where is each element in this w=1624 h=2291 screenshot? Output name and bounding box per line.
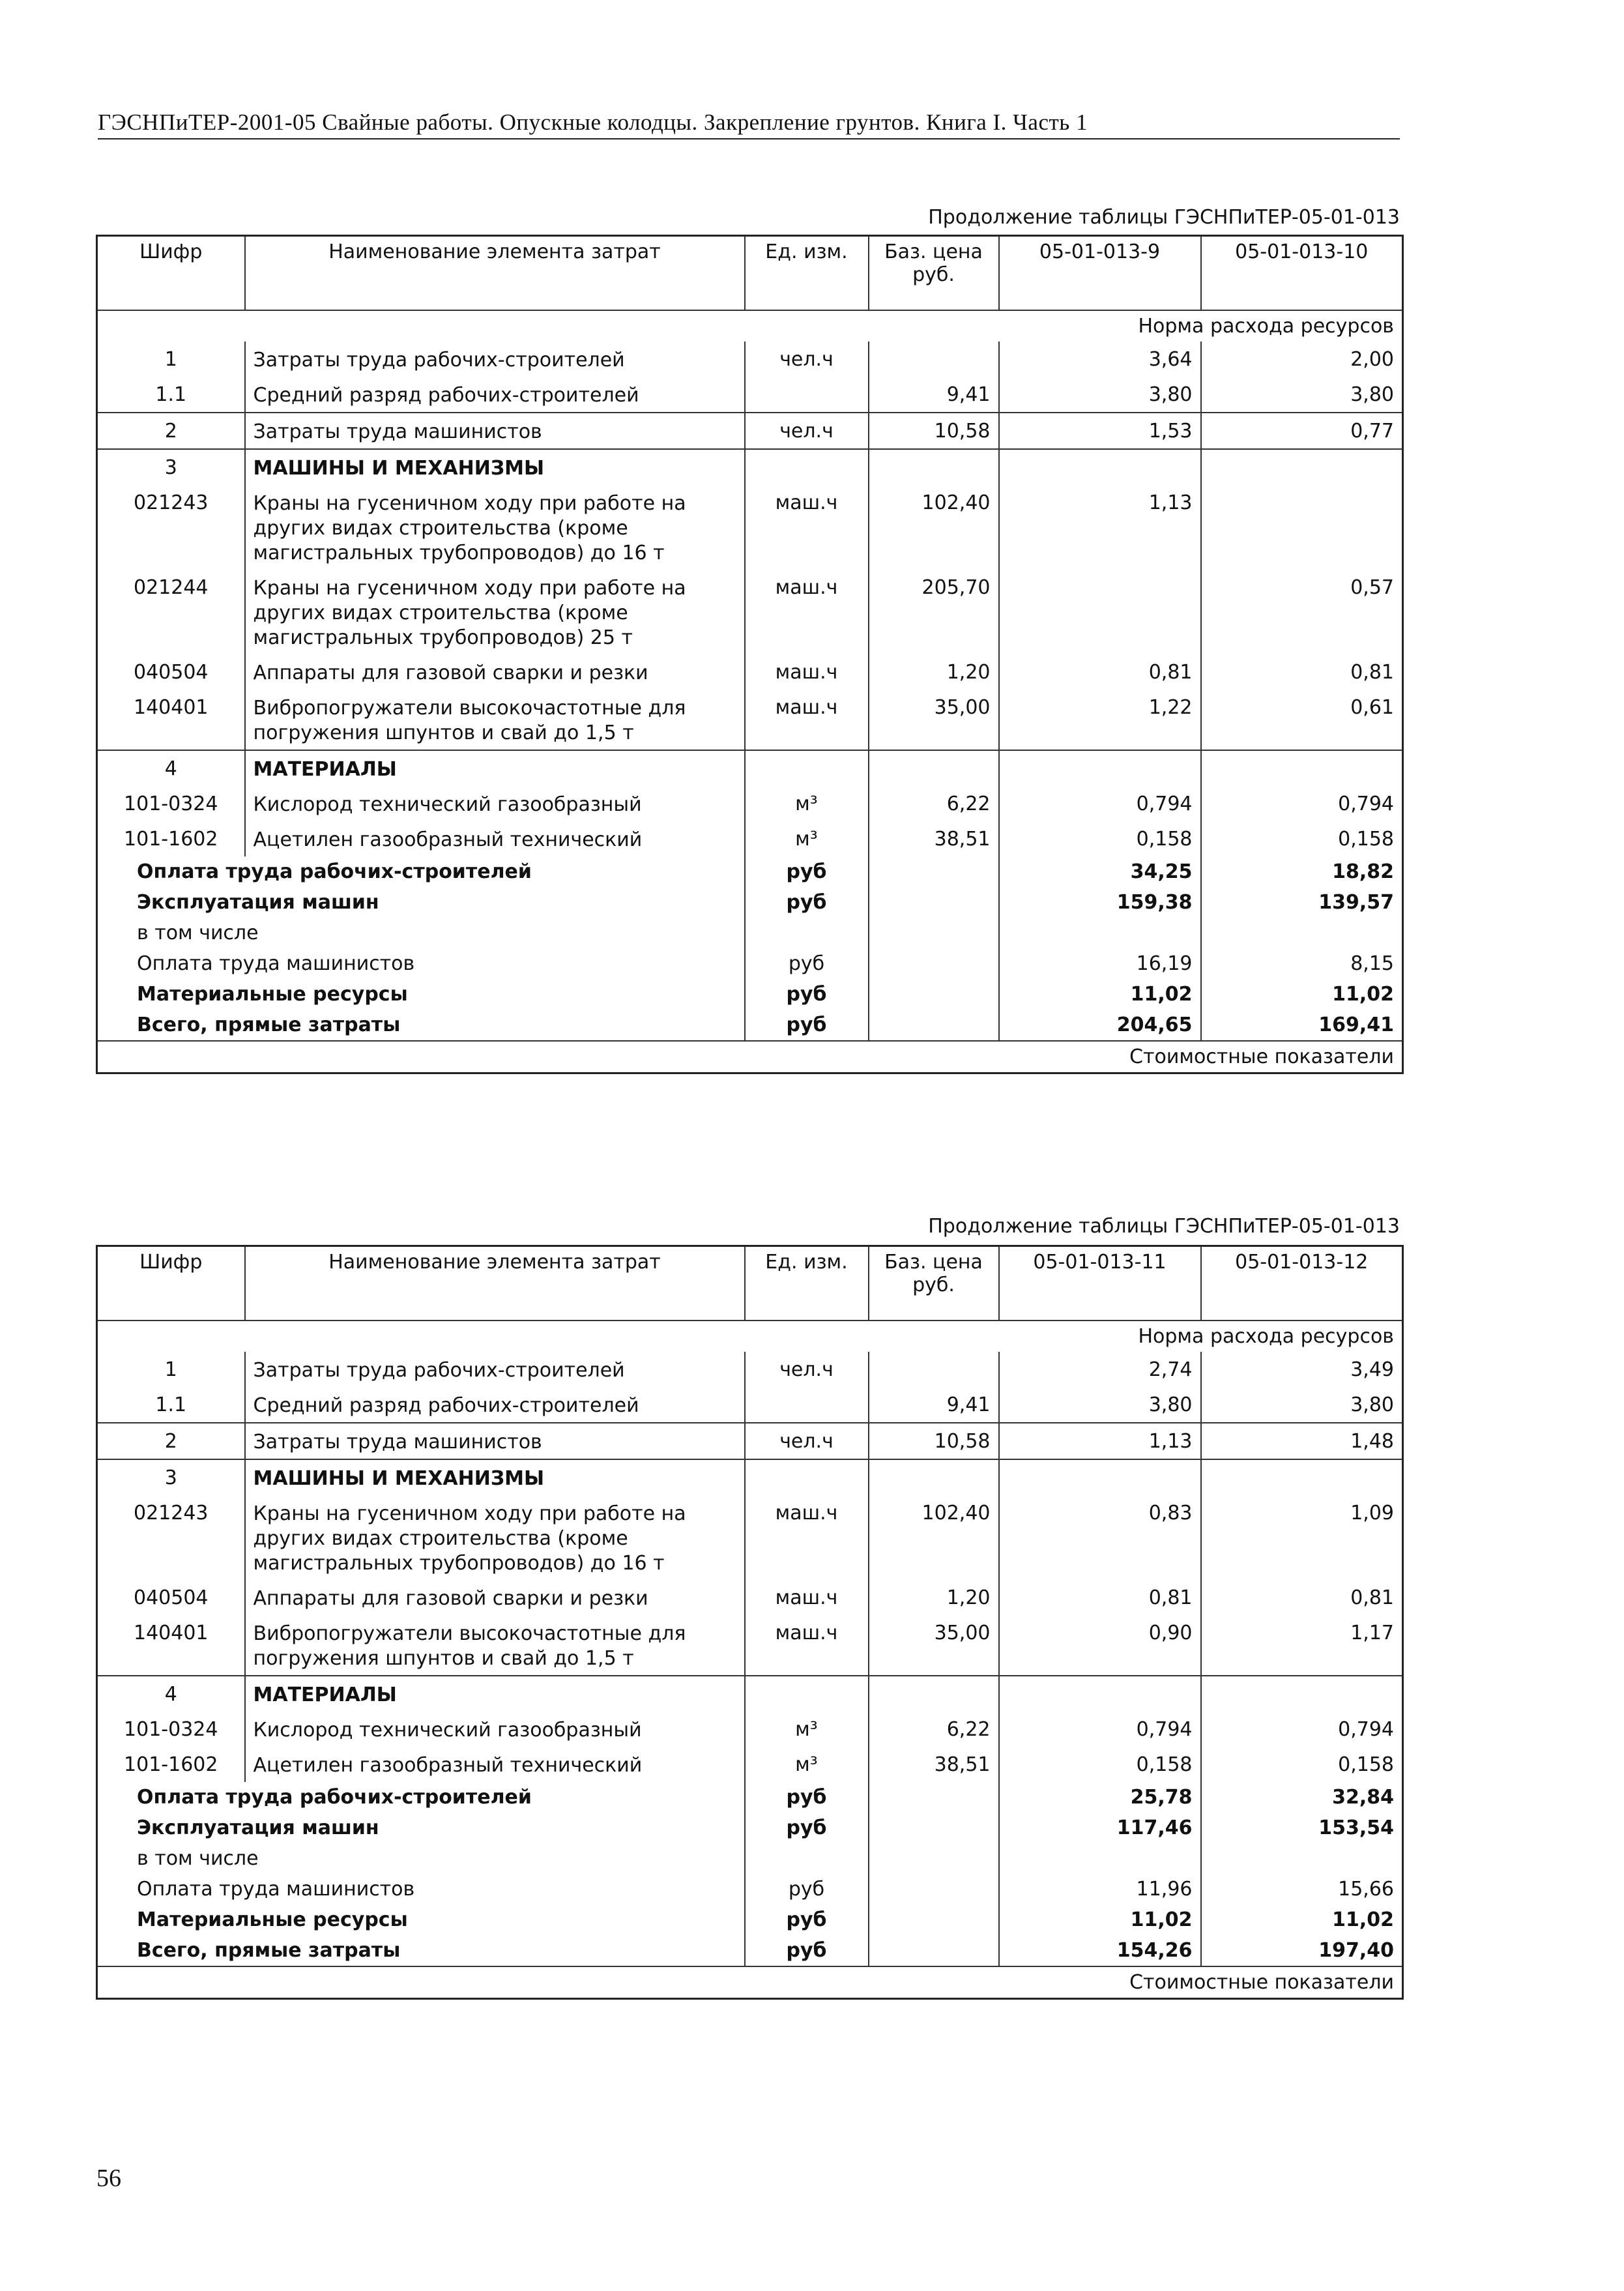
- cost-value-a: 11,02: [999, 979, 1201, 1010]
- row-unit: маш.ч: [745, 1495, 869, 1580]
- cost-unit: руб: [745, 1904, 869, 1935]
- table-row: [97, 786, 1403, 821]
- cost-price-empty: [869, 1874, 999, 1904]
- row-name: Аппараты для газовой сварки и резки: [245, 1580, 745, 1615]
- row-name: Затраты труда рабочих-строителей: [245, 342, 745, 377]
- row-value-a: 1,22: [999, 690, 1201, 750]
- cost-row: [97, 1010, 1403, 1041]
- header-price: Баз. цена руб.: [869, 1246, 999, 1321]
- row-unit: маш.ч: [745, 570, 869, 654]
- cost-price-empty: [869, 1843, 999, 1874]
- cost-value-b: 18,82: [1201, 856, 1403, 887]
- row-price: 9,41: [869, 1387, 999, 1423]
- row-name: Краны на гусеничном ходу при работе на других видах строительства (кроме магистральных трубопроводов) 25 т: [245, 570, 745, 654]
- row-value-a: [999, 1676, 1201, 1712]
- row-name: Вибропогружатели высокочастотные для погружения шпунтов и свай до 1,5 т: [245, 1615, 745, 1676]
- row-value-a: 1,13: [999, 1423, 1201, 1459]
- row-price: [869, 1459, 999, 1495]
- cost-label: в том числе: [137, 1847, 259, 1870]
- header-name: Наименование элемента затрат: [245, 1246, 745, 1321]
- cost-value-b: 15,66: [1201, 1874, 1403, 1904]
- row-name: Краны на гусеничном ходу при работе на других видах строительства (кроме магистральных трубопроводов) до 16 т: [245, 1495, 745, 1580]
- table-row: [97, 690, 1403, 750]
- row-price: [869, 1352, 999, 1387]
- table-header-row: [97, 1246, 1403, 1321]
- row-value-a: 0,158: [999, 1747, 1201, 1782]
- section-cost-title: Стоимостные показатели: [97, 1966, 1403, 1999]
- row-value-b: [1201, 1676, 1403, 1712]
- table-row: [97, 654, 1403, 690]
- row-name: Кислород технический газообразный: [245, 786, 745, 821]
- row-value-a: 0,90: [999, 1615, 1201, 1676]
- row-price: 9,41: [869, 377, 999, 413]
- cost-unit: [745, 1843, 869, 1874]
- row-price: 10,58: [869, 413, 999, 449]
- header-unit: Ед. изм.: [745, 236, 869, 311]
- row-price: 10,58: [869, 1423, 999, 1459]
- header-col-b: 05-01-013-12: [1201, 1246, 1403, 1321]
- header-price: Баз. цена руб.: [869, 236, 999, 311]
- row-code: 101-0324: [124, 1718, 218, 1741]
- cost-value-a: 34,25: [999, 856, 1201, 887]
- table-row: [97, 1459, 1403, 1495]
- row-code: 101-1602: [124, 828, 218, 851]
- cost-unit: руб: [745, 948, 869, 979]
- row-name: МАШИНЫ И МЕХАНИЗМЫ: [245, 449, 745, 485]
- table-row: [97, 1676, 1403, 1712]
- cost-unit: руб: [745, 856, 869, 887]
- row-code: 101-1602: [124, 1753, 218, 1776]
- row-unit: маш.ч: [745, 654, 869, 690]
- cost-label: Эксплуатация машин: [137, 891, 379, 914]
- row-name: МАТЕРИАЛЫ: [245, 1676, 745, 1712]
- table-row: [97, 1495, 1403, 1580]
- row-value-a: 0,81: [999, 654, 1201, 690]
- row-value-a: [999, 449, 1201, 485]
- row-price: [869, 1676, 999, 1712]
- row-code: 140401: [133, 696, 209, 719]
- row-code: 3: [97, 1459, 245, 1495]
- table-row: [97, 449, 1403, 485]
- cost-label: Оплата труда рабочих-строителей: [137, 860, 532, 883]
- row-unit: чел.ч: [745, 1352, 869, 1387]
- cost-value-b: 8,15: [1201, 948, 1403, 979]
- row-value-b: 0,77: [1201, 413, 1403, 449]
- cost-value-a: 154,26: [999, 1935, 1201, 1966]
- cost-price-empty: [869, 918, 999, 948]
- row-name: Аппараты для газовой сварки и резки: [245, 654, 745, 690]
- table-row: [97, 1747, 1403, 1782]
- row-name: Ацетилен газообразный технический: [245, 821, 745, 856]
- row-name: Затраты труда рабочих-строителей: [245, 1352, 745, 1387]
- table-row: [97, 1615, 1403, 1676]
- cost-row: [97, 1782, 1403, 1813]
- cost-unit: [745, 918, 869, 948]
- cost-unit: руб: [745, 1874, 869, 1904]
- table-row: [97, 413, 1403, 449]
- row-code: 2: [97, 1423, 245, 1459]
- row-price: 38,51: [869, 1747, 999, 1782]
- row-code: 140401: [133, 1622, 209, 1644]
- row-unit: [745, 1459, 869, 1495]
- row-value-b: 0,57: [1201, 570, 1403, 654]
- row-unit: [745, 1676, 869, 1712]
- norm-rows: [97, 1782, 1403, 1966]
- row-value-b: 0,158: [1201, 821, 1403, 856]
- cost-label: Оплата труда машинистов: [137, 952, 415, 975]
- table-row: [97, 342, 1403, 377]
- row-price: 102,40: [869, 1495, 999, 1580]
- header-code: Шифр: [97, 236, 245, 311]
- row-unit: маш.ч: [745, 690, 869, 750]
- running-header: ГЭСНПиТЕР-2001-05 Свайные работы. Опускные колодцы. Закрепление грунтов. Книга I. Часть 1: [98, 109, 1400, 139]
- row-value-b: 0,794: [1201, 786, 1403, 821]
- cost-price-empty: [869, 1010, 999, 1041]
- cost-value-b: 139,57: [1201, 887, 1403, 918]
- row-value-b: 3,49: [1201, 1352, 1403, 1387]
- cost-price-empty: [869, 1904, 999, 1935]
- row-unit: м³: [745, 821, 869, 856]
- cost-row: [97, 1874, 1403, 1904]
- row-value-b: 0,81: [1201, 654, 1403, 690]
- cost-value-a: 159,38: [999, 887, 1201, 918]
- row-code: 021244: [133, 576, 209, 599]
- header-col-a: 05-01-013-9: [999, 236, 1201, 311]
- cost-unit: руб: [745, 979, 869, 1010]
- cost-value-b: [1201, 918, 1403, 948]
- table-row: [97, 821, 1403, 856]
- cost-price-empty: [869, 948, 999, 979]
- row-code: 1.1: [155, 1394, 187, 1416]
- row-name: МАШИНЫ И МЕХАНИЗМЫ: [245, 1459, 745, 1495]
- row-name: Затраты труда машинистов: [245, 413, 745, 449]
- cost-label: Оплата труда машинистов: [137, 1878, 415, 1901]
- row-unit: [745, 750, 869, 786]
- section-norm-title: Норма расхода ресурсов: [97, 1321, 1403, 1352]
- row-value-a: [999, 570, 1201, 654]
- table-row: [97, 750, 1403, 786]
- row-value-b: 1,17: [1201, 1615, 1403, 1676]
- row-name: Ацетилен газообразный технический: [245, 1747, 745, 1782]
- row-value-b: [1201, 750, 1403, 786]
- cost-value-a: 204,65: [999, 1010, 1201, 1041]
- row-value-b: [1201, 1459, 1403, 1495]
- row-unit: м³: [745, 1712, 869, 1747]
- cost-price-empty: [869, 856, 999, 887]
- header-name: Наименование элемента затрат: [245, 236, 745, 311]
- cost-label: Эксплуатация машин: [137, 1817, 379, 1839]
- row-code: 2: [97, 413, 245, 449]
- table-continuation-caption: Продолжение таблицы ГЭСНПиТЕР-05-01-013: [928, 1215, 1400, 1238]
- row-code: 021243: [133, 491, 209, 514]
- cost-row: [97, 1935, 1403, 1966]
- table-row: [97, 1352, 1403, 1387]
- row-unit: [745, 449, 869, 485]
- table-row: [97, 1423, 1403, 1459]
- cost-unit: руб: [745, 1782, 869, 1813]
- page-number: 56: [96, 2165, 121, 2192]
- table-header-row: [97, 236, 1403, 311]
- row-value-b: 3,80: [1201, 1387, 1403, 1423]
- section-norm-title: Норма расхода ресурсов: [97, 310, 1403, 342]
- row-value-a: 0,83: [999, 1495, 1201, 1580]
- row-value-a: 1,53: [999, 413, 1201, 449]
- cost-unit: руб: [745, 1010, 869, 1041]
- row-code: 021243: [133, 1502, 209, 1525]
- cost-value-b: 11,02: [1201, 1904, 1403, 1935]
- row-price: 6,22: [869, 786, 999, 821]
- row-value-b: 0,158: [1201, 1747, 1403, 1782]
- row-name: Краны на гусеничном ходу при работе на других видах строительства (кроме магистральных трубопроводов) до 16 т: [245, 485, 745, 570]
- row-unit: маш.ч: [745, 485, 869, 570]
- resource-norm-table: [96, 1245, 1404, 2000]
- cost-value-b: 32,84: [1201, 1782, 1403, 1813]
- cost-value-b: 153,54: [1201, 1813, 1403, 1843]
- header-code: Шифр: [97, 1246, 245, 1321]
- row-value-a: 1,13: [999, 485, 1201, 570]
- table-row: [97, 570, 1403, 654]
- row-value-b: 1,48: [1201, 1423, 1403, 1459]
- cost-unit: руб: [745, 1813, 869, 1843]
- row-value-b: 3,80: [1201, 377, 1403, 413]
- header-col-b: 05-01-013-10: [1201, 236, 1403, 311]
- row-price: 38,51: [869, 821, 999, 856]
- cost-value-a: 117,46: [999, 1813, 1201, 1843]
- table-row: [97, 1387, 1403, 1423]
- row-name: Средний разряд рабочих-строителей: [245, 377, 745, 413]
- row-name: Средний разряд рабочих-строителей: [245, 1387, 745, 1423]
- row-value-a: 0,794: [999, 786, 1201, 821]
- row-value-a: [999, 750, 1201, 786]
- cost-value-b: [1201, 1843, 1403, 1874]
- row-code: 4: [97, 1676, 245, 1712]
- row-value-a: 0,158: [999, 821, 1201, 856]
- cost-unit: руб: [745, 1935, 869, 1966]
- cost-price-empty: [869, 979, 999, 1010]
- row-code: 101-0324: [124, 793, 218, 815]
- cost-row: [97, 1904, 1403, 1935]
- row-value-b: 1,09: [1201, 1495, 1403, 1580]
- cost-value-b: 169,41: [1201, 1010, 1403, 1041]
- row-name: МАТЕРИАЛЫ: [245, 750, 745, 786]
- row-code: 1: [164, 348, 177, 371]
- cost-row: [97, 1843, 1403, 1874]
- row-value-b: [1201, 485, 1403, 570]
- table-row: [97, 377, 1403, 413]
- cost-row: [97, 979, 1403, 1010]
- row-code: 040504: [133, 661, 209, 684]
- cost-value-a: 25,78: [999, 1782, 1201, 1813]
- row-code: 1: [164, 1358, 177, 1381]
- row-code: 3: [97, 449, 245, 485]
- section-cost-title: Стоимостные показатели: [97, 1041, 1403, 1073]
- cost-value-a: 11,96: [999, 1874, 1201, 1904]
- cost-row: [97, 856, 1403, 887]
- row-name: Кислород технический газообразный: [245, 1712, 745, 1747]
- cost-row: [97, 1813, 1403, 1843]
- row-unit: [745, 1387, 869, 1423]
- row-value-a: 3,64: [999, 342, 1201, 377]
- row-unit: м³: [745, 1747, 869, 1782]
- resource-norm-table: [96, 235, 1404, 1074]
- row-code: 1.1: [155, 383, 187, 406]
- row-unit: чел.ч: [745, 413, 869, 449]
- row-price: 35,00: [869, 1615, 999, 1676]
- cost-label: в том числе: [137, 922, 259, 944]
- cost-row: [97, 887, 1403, 918]
- cost-unit: руб: [745, 887, 869, 918]
- cost-label: Всего, прямые затраты: [137, 1939, 401, 1962]
- cost-price-empty: [869, 1813, 999, 1843]
- row-unit: чел.ч: [745, 342, 869, 377]
- row-price: 6,22: [869, 1712, 999, 1747]
- row-price: [869, 750, 999, 786]
- row-value-b: 0,794: [1201, 1712, 1403, 1747]
- row-unit: [745, 377, 869, 413]
- table-row: [97, 1712, 1403, 1747]
- row-value-b: 0,61: [1201, 690, 1403, 750]
- row-value-a: 2,74: [999, 1352, 1201, 1387]
- cost-value-a: 16,19: [999, 948, 1201, 979]
- cost-price-empty: [869, 1782, 999, 1813]
- row-unit: чел.ч: [745, 1423, 869, 1459]
- row-unit: маш.ч: [745, 1615, 869, 1676]
- cost-label: Материальные ресурсы: [137, 983, 408, 1006]
- cost-price-empty: [869, 887, 999, 918]
- row-price: 1,20: [869, 654, 999, 690]
- row-value-a: 3,80: [999, 1387, 1201, 1423]
- cost-value-a: [999, 1843, 1201, 1874]
- row-code: 040504: [133, 1586, 209, 1609]
- row-price: [869, 449, 999, 485]
- row-name: Вибропогружатели высокочастотные для погружения шпунтов и свай до 1,5 т: [245, 690, 745, 750]
- cost-value-a: [999, 918, 1201, 948]
- cost-value-a: 11,02: [999, 1904, 1201, 1935]
- row-value-a: 0,794: [999, 1712, 1201, 1747]
- row-value-b: 2,00: [1201, 342, 1403, 377]
- cost-label: Всего, прямые затраты: [137, 1014, 401, 1036]
- row-value-a: [999, 1459, 1201, 1495]
- cost-row: [97, 948, 1403, 979]
- row-name: Затраты труда машинистов: [245, 1423, 745, 1459]
- cost-value-b: 11,02: [1201, 979, 1403, 1010]
- table-row: [97, 1580, 1403, 1615]
- cost-row: [97, 918, 1403, 948]
- cost-value-b: 197,40: [1201, 1935, 1403, 1966]
- header-col-a: 05-01-013-11: [999, 1246, 1201, 1321]
- header-unit: Ед. изм.: [745, 1246, 869, 1321]
- table-continuation-caption: Продолжение таблицы ГЭСНПиТЕР-05-01-013: [928, 206, 1400, 229]
- row-price: 205,70: [869, 570, 999, 654]
- cost-label: Материальные ресурсы: [137, 1908, 408, 1931]
- row-value-b: 0,81: [1201, 1580, 1403, 1615]
- cost-price-empty: [869, 1935, 999, 1966]
- row-price: 102,40: [869, 485, 999, 570]
- row-unit: м³: [745, 786, 869, 821]
- row-price: 1,20: [869, 1580, 999, 1615]
- cost-label: Оплата труда рабочих-строителей: [137, 1786, 532, 1809]
- row-unit: маш.ч: [745, 1580, 869, 1615]
- row-value-b: [1201, 449, 1403, 485]
- row-value-a: 0,81: [999, 1580, 1201, 1615]
- row-price: [869, 342, 999, 377]
- row-value-a: 3,80: [999, 377, 1201, 413]
- row-code: 4: [97, 750, 245, 786]
- table-row: [97, 485, 1403, 570]
- row-price: 35,00: [869, 690, 999, 750]
- norm-rows: [97, 856, 1403, 1041]
